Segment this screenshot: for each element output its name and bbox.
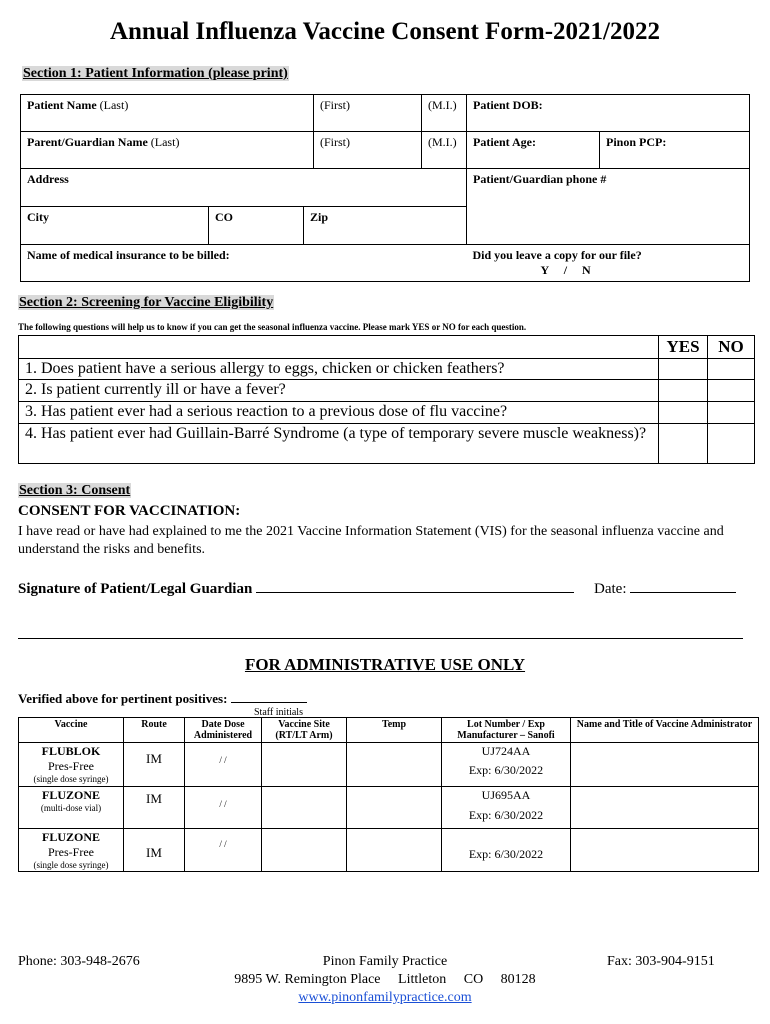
insurance-field[interactable]: Name of medical insurance to be billed: xyxy=(21,245,467,282)
footer-phone: Phone: 303-948-2676 xyxy=(18,954,140,969)
section2-heading: Section 2: Screening for Vaccine Eligibility xyxy=(19,295,274,310)
screening-table xyxy=(18,335,755,464)
question-2: 2. Is patient currently ill or have a fever? xyxy=(19,380,659,402)
administrator-cell[interactable] xyxy=(571,787,759,829)
date-line[interactable] xyxy=(594,578,736,598)
verified-line[interactable]: Verified above for pertinent positives: xyxy=(18,690,307,707)
table-row xyxy=(19,743,759,787)
col-route: Route xyxy=(124,718,185,743)
guardian-name-field[interactable]: Parent/Guardian Name (Last) xyxy=(21,132,314,169)
phone-field[interactable]: Patient/Guardian phone # xyxy=(467,169,750,245)
screening-note: The following questions will help us to know if you can get the seasonal influenza vaccine. Please mark YES or NO for each question. xyxy=(18,322,527,332)
section1-heading: Section 1: Patient Information (please print) xyxy=(23,66,288,81)
footer-website-link[interactable]: www.pinonfamilypractice.com xyxy=(298,990,472,1005)
route-cell: IM xyxy=(124,743,185,787)
date-cell[interactable]: / / xyxy=(185,787,262,829)
temp-cell[interactable] xyxy=(347,787,442,829)
site-cell[interactable] xyxy=(262,743,347,787)
lot-cell: Exp: 6/30/2022 xyxy=(442,829,571,872)
no-header: NO xyxy=(708,336,755,359)
patient-name-field[interactable]: Patient Name (Last) xyxy=(21,95,314,132)
route-cell: IM xyxy=(124,787,185,829)
q4-no-box[interactable] xyxy=(708,424,755,464)
footer-fax: Fax: 303-904-9151 xyxy=(607,954,715,969)
footer-practice: Pinon Family Practice xyxy=(322,954,448,969)
lot-cell: UJ724AA Exp: 6/30/2022 xyxy=(442,743,571,787)
col-lot: Lot Number / Exp Manufacturer – Sanofi xyxy=(442,718,571,743)
vaccine-cell: FLUZONE (multi-dose vial) xyxy=(19,787,124,829)
q4-yes-box[interactable] xyxy=(659,424,708,464)
city-field[interactable]: City xyxy=(27,210,49,224)
q1-yes-box[interactable] xyxy=(659,359,708,380)
patient-age-field[interactable]: Patient Age: xyxy=(467,132,600,169)
form-title: Annual Influenza Vaccine Consent Form-2021/2022 xyxy=(109,18,661,45)
staff-initials-label: Staff initials xyxy=(254,707,303,718)
copy-question[interactable]: Did you leave a copy for our file? Y / N xyxy=(467,245,750,282)
site-cell[interactable] xyxy=(262,829,347,872)
lot-cell: UJ695AA Exp: 6/30/2022 xyxy=(442,787,571,829)
admin-heading: FOR ADMINISTRATIVE USE ONLY xyxy=(244,655,526,674)
col-vaccine: Vaccine xyxy=(19,718,124,743)
question-1: 1. Does patient have a serious allergy to eggs, chicken or chicken feathers? xyxy=(19,359,659,380)
question-3: 3. Has patient ever had a serious reaction to a previous dose of flu vaccine? xyxy=(19,402,659,424)
pinon-pcp-field[interactable]: Pinon PCP: xyxy=(600,132,750,169)
signature-label: Signature of Patient/Legal Guardian xyxy=(18,581,253,597)
address-field[interactable]: Address xyxy=(21,169,467,207)
patient-info-table xyxy=(20,94,750,282)
vaccine-cell: FLUZONE Pres-Free (single dose syringe) xyxy=(19,829,124,872)
admin-table xyxy=(18,717,759,872)
site-cell[interactable] xyxy=(262,787,347,829)
administrator-cell[interactable] xyxy=(571,743,759,787)
q2-no-box[interactable] xyxy=(708,380,755,402)
q3-yes-box[interactable] xyxy=(659,402,708,424)
temp-cell[interactable] xyxy=(347,829,442,872)
q2-yes-box[interactable] xyxy=(659,380,708,402)
q3-no-box[interactable] xyxy=(708,402,755,424)
col-temp: Temp xyxy=(347,718,442,743)
col-date: Date Dose Administered xyxy=(185,718,262,743)
footer-address: 9895 W. Remington Place Littleton CO 80128 xyxy=(234,972,536,987)
table-row xyxy=(19,787,759,829)
administrator-cell[interactable] xyxy=(571,829,759,872)
date-cell[interactable]: / / xyxy=(185,743,262,787)
question-4: 4. Has patient ever had Guillain-Barré Syndrome (a type of temporary severe muscle weakness)? xyxy=(19,424,659,464)
guardian-first-field[interactable]: (First) xyxy=(314,132,422,169)
vaccine-cell: FLUBLOK Pres-Free (single dose syringe) xyxy=(19,743,124,787)
patient-mi-field[interactable]: (M.I.) xyxy=(422,95,467,132)
section3-heading: Section 3: Consent xyxy=(19,483,131,498)
signature-line[interactable] xyxy=(18,578,574,598)
patient-dob-field[interactable]: Patient DOB: xyxy=(467,95,750,132)
consent-title: CONSENT FOR VACCINATION: xyxy=(18,503,241,519)
table-row xyxy=(19,829,759,872)
q1-no-box[interactable] xyxy=(708,359,755,380)
divider xyxy=(18,638,743,639)
yes-header: YES xyxy=(659,336,708,359)
route-cell: IM xyxy=(124,829,185,872)
temp-cell[interactable] xyxy=(347,743,442,787)
guardian-mi-field[interactable]: (M.I.) xyxy=(422,132,467,169)
date-cell[interactable]: / / xyxy=(185,829,262,872)
col-site: Vaccine Site (RT/LT Arm) xyxy=(262,718,347,743)
zip-field[interactable]: Zip xyxy=(304,207,467,244)
consent-text: I have read or have had explained to me the 2021 Vaccine Information Statement (VIS) for the seasonal influenza vaccine and understand the risks and benefits. xyxy=(18,524,724,557)
date-label: Date: xyxy=(594,581,627,597)
col-administrator: Name and Title of Vaccine Administrator xyxy=(571,718,759,743)
state-field[interactable]: CO xyxy=(209,207,304,244)
patient-first-field[interactable]: (First) xyxy=(314,95,422,132)
